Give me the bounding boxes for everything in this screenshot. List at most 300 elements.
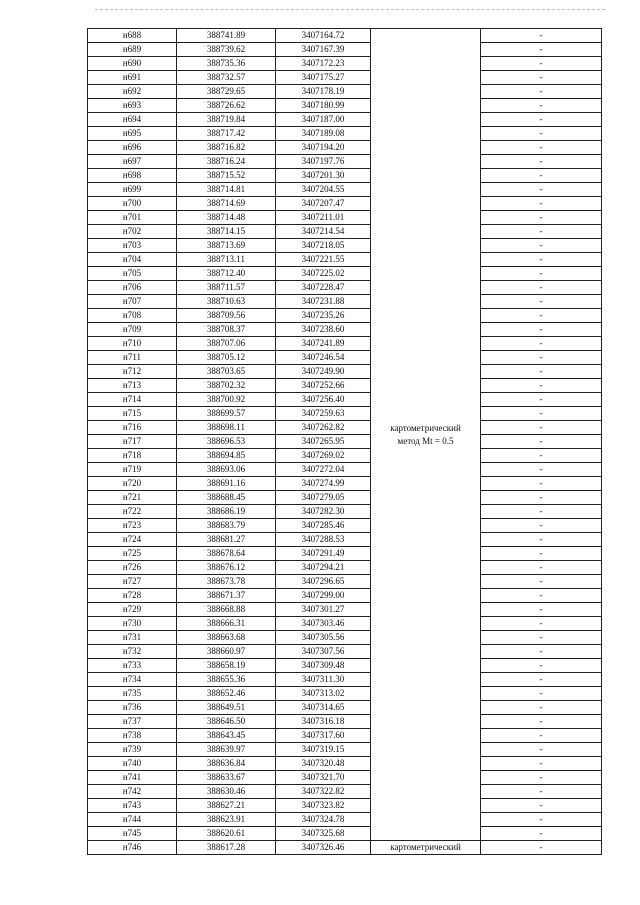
y-coordinate-cell: 3407317.60 <box>276 729 371 743</box>
table-row <box>88 631 602 645</box>
table-row <box>88 155 602 169</box>
y-coordinate-cell: 3407235.26 <box>276 309 371 323</box>
table-row <box>88 281 602 295</box>
y-coordinate-cell: 3407322.82 <box>276 785 371 799</box>
y-coordinate-cell: 3407323.82 <box>276 799 371 813</box>
y-coordinate-cell: 3407303.46 <box>276 617 371 631</box>
x-coordinate-cell: 388658.19 <box>177 659 276 673</box>
dash-cell: - <box>481 365 602 379</box>
dash-cell: - <box>481 253 602 267</box>
point-id-cell: н696 <box>88 141 177 155</box>
dash-cell: - <box>481 43 602 57</box>
x-coordinate-cell: 388688.45 <box>177 491 276 505</box>
point-id-cell: н704 <box>88 253 177 267</box>
x-coordinate-cell: 388716.24 <box>177 155 276 169</box>
method-merged-cell <box>371 29 481 841</box>
point-id-cell: н688 <box>88 29 177 43</box>
x-coordinate-cell: 388735.36 <box>177 57 276 71</box>
table-row <box>88 743 602 757</box>
y-coordinate-cell: 3407325.68 <box>276 827 371 841</box>
x-coordinate-cell: 388739.62 <box>177 43 276 57</box>
y-coordinate-cell: 3407309.48 <box>276 659 371 673</box>
dash-cell: - <box>481 421 602 435</box>
x-coordinate-cell: 388646.50 <box>177 715 276 729</box>
point-id-cell: н715 <box>88 407 177 421</box>
scan-top-edge <box>95 9 605 10</box>
x-coordinate-cell: 388707.06 <box>177 337 276 351</box>
table-row <box>88 463 602 477</box>
point-id-cell: н741 <box>88 771 177 785</box>
dash-cell: - <box>481 337 602 351</box>
point-id-cell: н730 <box>88 617 177 631</box>
y-coordinate-cell: 3407321.70 <box>276 771 371 785</box>
table-row <box>88 729 602 743</box>
y-coordinate-cell: 3407319.15 <box>276 743 371 757</box>
point-id-cell: н701 <box>88 211 177 225</box>
table-row <box>88 309 602 323</box>
point-id-cell: н745 <box>88 827 177 841</box>
x-coordinate-cell: 388655.36 <box>177 673 276 687</box>
point-id-cell: н699 <box>88 183 177 197</box>
table-row <box>88 715 602 729</box>
table-row <box>88 85 602 99</box>
dash-cell: - <box>481 71 602 85</box>
x-coordinate-cell: 388699.57 <box>177 407 276 421</box>
y-coordinate-cell: 3407299.00 <box>276 589 371 603</box>
point-id-cell: н737 <box>88 715 177 729</box>
dash-cell: - <box>481 141 602 155</box>
table-row <box>88 841 602 855</box>
point-id-cell: н698 <box>88 169 177 183</box>
method-last-cell: картометрический <box>371 841 481 855</box>
y-coordinate-cell: 3407285.46 <box>276 519 371 533</box>
y-coordinate-cell: 3407246.54 <box>276 351 371 365</box>
y-coordinate-cell: 3407189.08 <box>276 127 371 141</box>
x-coordinate-cell: 388660.97 <box>177 645 276 659</box>
table-row <box>88 435 602 449</box>
x-coordinate-cell: 388708.37 <box>177 323 276 337</box>
y-coordinate-cell: 3407178.19 <box>276 85 371 99</box>
table-row <box>88 29 602 43</box>
dash-cell: - <box>481 29 602 43</box>
x-coordinate-cell: 388729.65 <box>177 85 276 99</box>
point-id-cell: н712 <box>88 365 177 379</box>
dash-cell: - <box>481 239 602 253</box>
point-id-cell: н714 <box>88 393 177 407</box>
table-row <box>88 757 602 771</box>
point-id-cell: н731 <box>88 631 177 645</box>
point-id-cell: н729 <box>88 603 177 617</box>
table-row <box>88 197 602 211</box>
dash-cell: - <box>481 603 602 617</box>
y-coordinate-cell: 3407294.21 <box>276 561 371 575</box>
dash-cell: - <box>481 225 602 239</box>
dash-cell: - <box>481 729 602 743</box>
x-coordinate-cell: 388713.11 <box>177 253 276 267</box>
x-coordinate-cell: 388714.81 <box>177 183 276 197</box>
x-coordinate-cell: 388649.51 <box>177 701 276 715</box>
y-coordinate-cell: 3407320.48 <box>276 757 371 771</box>
x-coordinate-cell: 388710.63 <box>177 295 276 309</box>
coordinates-table-body <box>88 29 602 855</box>
table-row <box>88 169 602 183</box>
point-id-cell: н706 <box>88 281 177 295</box>
y-coordinate-cell: 3407272.04 <box>276 463 371 477</box>
dash-cell: - <box>481 519 602 533</box>
x-coordinate-cell: 388623.91 <box>177 813 276 827</box>
x-coordinate-cell: 388714.15 <box>177 225 276 239</box>
x-coordinate-cell: 388712.40 <box>177 267 276 281</box>
x-coordinate-cell: 388716.82 <box>177 141 276 155</box>
y-coordinate-cell: 3407301.27 <box>276 603 371 617</box>
dash-cell: - <box>481 281 602 295</box>
method-label: картометрический <box>390 422 461 433</box>
dash-cell: - <box>481 505 602 519</box>
x-coordinate-cell: 388668.88 <box>177 603 276 617</box>
point-id-cell: н720 <box>88 477 177 491</box>
dash-cell: - <box>481 659 602 673</box>
point-id-cell: н735 <box>88 687 177 701</box>
x-coordinate-cell: 388617.28 <box>177 841 276 855</box>
dash-cell: - <box>481 197 602 211</box>
y-coordinate-cell: 3407214.54 <box>276 225 371 239</box>
y-coordinate-cell: 3407241.89 <box>276 337 371 351</box>
point-id-cell: н692 <box>88 85 177 99</box>
point-id-cell: н718 <box>88 449 177 463</box>
point-id-cell: н709 <box>88 323 177 337</box>
y-coordinate-cell: 3407324.78 <box>276 813 371 827</box>
dash-cell: - <box>481 169 602 183</box>
x-coordinate-cell: 388630.46 <box>177 785 276 799</box>
dash-cell: - <box>481 589 602 603</box>
table-row <box>88 113 602 127</box>
x-coordinate-cell: 388636.84 <box>177 757 276 771</box>
point-id-cell: н744 <box>88 813 177 827</box>
dash-cell: - <box>481 113 602 127</box>
table-row <box>88 701 602 715</box>
point-id-cell: н722 <box>88 505 177 519</box>
dash-cell: - <box>481 211 602 225</box>
x-coordinate-cell: 388694.85 <box>177 449 276 463</box>
table-row <box>88 393 602 407</box>
y-coordinate-cell: 3407201.30 <box>276 169 371 183</box>
x-coordinate-cell: 388705.12 <box>177 351 276 365</box>
point-id-cell: н726 <box>88 561 177 575</box>
dash-cell: - <box>481 687 602 701</box>
table-row <box>88 365 602 379</box>
x-coordinate-cell: 388719.84 <box>177 113 276 127</box>
y-coordinate-cell: 3407313.02 <box>276 687 371 701</box>
table-row <box>88 323 602 337</box>
point-id-cell: н705 <box>88 267 177 281</box>
point-id-cell: н702 <box>88 225 177 239</box>
method-accuracy-label: метод Mt = 0.5 <box>397 435 454 446</box>
y-coordinate-cell: 3407252.66 <box>276 379 371 393</box>
dash-cell: - <box>481 771 602 785</box>
x-coordinate-cell: 388698.11 <box>177 421 276 435</box>
table-row <box>88 505 602 519</box>
dash-cell: - <box>481 99 602 113</box>
point-id-cell: н728 <box>88 589 177 603</box>
point-id-cell: н719 <box>88 463 177 477</box>
table-row <box>88 239 602 253</box>
table-row <box>88 603 602 617</box>
dash-cell: - <box>481 267 602 281</box>
table-row <box>88 337 602 351</box>
x-coordinate-cell: 388715.52 <box>177 169 276 183</box>
dash-cell: - <box>481 841 602 855</box>
table-row <box>88 253 602 267</box>
table-row <box>88 617 602 631</box>
x-coordinate-cell: 388713.69 <box>177 239 276 253</box>
table-row <box>88 449 602 463</box>
table-row <box>88 407 602 421</box>
x-coordinate-cell: 388652.46 <box>177 687 276 701</box>
point-id-cell: н721 <box>88 491 177 505</box>
point-id-cell: н710 <box>88 337 177 351</box>
dash-cell: - <box>481 127 602 141</box>
table-row <box>88 71 602 85</box>
point-id-cell: н707 <box>88 295 177 309</box>
table-row <box>88 141 602 155</box>
x-coordinate-cell: 388676.12 <box>177 561 276 575</box>
dash-cell: - <box>481 183 602 197</box>
x-coordinate-cell: 388702.32 <box>177 379 276 393</box>
dash-cell: - <box>481 449 602 463</box>
dash-cell: - <box>481 477 602 491</box>
point-id-cell: н727 <box>88 575 177 589</box>
table-row <box>88 659 602 673</box>
dash-cell: - <box>481 85 602 99</box>
x-coordinate-cell: 388620.61 <box>177 827 276 841</box>
dash-cell: - <box>481 561 602 575</box>
table-row <box>88 421 602 435</box>
y-coordinate-cell: 3407311.30 <box>276 673 371 687</box>
y-coordinate-cell: 3407265.95 <box>276 435 371 449</box>
dash-cell: - <box>481 393 602 407</box>
x-coordinate-cell: 388639.97 <box>177 743 276 757</box>
point-id-cell: н697 <box>88 155 177 169</box>
dash-cell: - <box>481 295 602 309</box>
dash-cell: - <box>481 743 602 757</box>
table-row <box>88 491 602 505</box>
y-coordinate-cell: 3407167.39 <box>276 43 371 57</box>
dash-cell: - <box>481 715 602 729</box>
dash-cell: - <box>481 813 602 827</box>
table-row <box>88 43 602 57</box>
point-id-cell: н736 <box>88 701 177 715</box>
x-coordinate-cell: 388714.48 <box>177 211 276 225</box>
table-row <box>88 267 602 281</box>
point-id-cell: н693 <box>88 99 177 113</box>
x-coordinate-cell: 388696.53 <box>177 435 276 449</box>
x-coordinate-cell: 388663.68 <box>177 631 276 645</box>
dash-cell: - <box>481 645 602 659</box>
x-coordinate-cell: 388666.31 <box>177 617 276 631</box>
y-coordinate-cell: 3407307.56 <box>276 645 371 659</box>
y-coordinate-cell: 3407296.65 <box>276 575 371 589</box>
dash-cell: - <box>481 701 602 715</box>
y-coordinate-cell: 3407207.47 <box>276 197 371 211</box>
y-coordinate-cell: 3407274.99 <box>276 477 371 491</box>
table-row <box>88 211 602 225</box>
point-id-cell: н739 <box>88 743 177 757</box>
y-coordinate-cell: 3407259.63 <box>276 407 371 421</box>
point-id-cell: н717 <box>88 435 177 449</box>
y-coordinate-cell: 3407187.00 <box>276 113 371 127</box>
dash-cell: - <box>481 407 602 421</box>
table-row <box>88 561 602 575</box>
table-row <box>88 589 602 603</box>
table-row <box>88 687 602 701</box>
y-coordinate-cell: 3407314.65 <box>276 701 371 715</box>
dash-cell: - <box>481 799 602 813</box>
point-id-cell: н746 <box>88 841 177 855</box>
dash-cell: - <box>481 435 602 449</box>
dash-cell: - <box>481 533 602 547</box>
y-coordinate-cell: 3407164.72 <box>276 29 371 43</box>
x-coordinate-cell: 388700.92 <box>177 393 276 407</box>
point-id-cell: н732 <box>88 645 177 659</box>
dash-cell: - <box>481 351 602 365</box>
y-coordinate-cell: 3407269.02 <box>276 449 371 463</box>
dash-cell: - <box>481 491 602 505</box>
point-id-cell: н725 <box>88 547 177 561</box>
table-row <box>88 533 602 547</box>
x-coordinate-cell: 388643.45 <box>177 729 276 743</box>
y-coordinate-cell: 3407221.55 <box>276 253 371 267</box>
dash-cell: - <box>481 379 602 393</box>
x-coordinate-cell: 388686.19 <box>177 505 276 519</box>
dash-cell: - <box>481 757 602 771</box>
x-coordinate-cell: 388627.21 <box>177 799 276 813</box>
table-row <box>88 57 602 71</box>
table-row <box>88 827 602 841</box>
point-id-cell: н733 <box>88 659 177 673</box>
point-id-cell: н724 <box>88 533 177 547</box>
dash-cell: - <box>481 617 602 631</box>
x-coordinate-cell: 388726.62 <box>177 99 276 113</box>
table-row <box>88 127 602 141</box>
x-coordinate-cell: 388703.65 <box>177 365 276 379</box>
table-row <box>88 379 602 393</box>
y-coordinate-cell: 3407291.49 <box>276 547 371 561</box>
table-row <box>88 645 602 659</box>
x-coordinate-cell: 388683.79 <box>177 519 276 533</box>
y-coordinate-cell: 3407256.40 <box>276 393 371 407</box>
y-coordinate-cell: 3407225.02 <box>276 267 371 281</box>
y-coordinate-cell: 3407172.23 <box>276 57 371 71</box>
point-id-cell: н740 <box>88 757 177 771</box>
point-id-cell: н743 <box>88 799 177 813</box>
y-coordinate-cell: 3407288.53 <box>276 533 371 547</box>
dash-cell: - <box>481 155 602 169</box>
table-row <box>88 351 602 365</box>
y-coordinate-cell: 3407194.20 <box>276 141 371 155</box>
x-coordinate-cell: 388671.37 <box>177 589 276 603</box>
y-coordinate-cell: 3407282.30 <box>276 505 371 519</box>
x-coordinate-cell: 388678.64 <box>177 547 276 561</box>
y-coordinate-cell: 3407218.05 <box>276 239 371 253</box>
point-id-cell: н700 <box>88 197 177 211</box>
x-coordinate-cell: 388741.89 <box>177 29 276 43</box>
dash-cell: - <box>481 827 602 841</box>
table-row <box>88 785 602 799</box>
dash-cell: - <box>481 323 602 337</box>
dash-cell: - <box>481 309 602 323</box>
table-row <box>88 99 602 113</box>
point-id-cell: н711 <box>88 351 177 365</box>
y-coordinate-cell: 3407305.56 <box>276 631 371 645</box>
coordinates-table <box>87 28 602 855</box>
table-row <box>88 813 602 827</box>
dash-cell: - <box>481 785 602 799</box>
x-coordinate-cell: 388693.06 <box>177 463 276 477</box>
point-id-cell: н742 <box>88 785 177 799</box>
table-row <box>88 547 602 561</box>
x-coordinate-cell: 388732.57 <box>177 71 276 85</box>
y-coordinate-cell: 3407180.99 <box>276 99 371 113</box>
table-row <box>88 575 602 589</box>
table-row <box>88 183 602 197</box>
x-coordinate-cell: 388633.67 <box>177 771 276 785</box>
table-row <box>88 519 602 533</box>
x-coordinate-cell: 388709.56 <box>177 309 276 323</box>
y-coordinate-cell: 3407249.90 <box>276 365 371 379</box>
y-coordinate-cell: 3407238.60 <box>276 323 371 337</box>
y-coordinate-cell: 3407211.01 <box>276 211 371 225</box>
table-row <box>88 799 602 813</box>
y-coordinate-cell: 3407197.76 <box>276 155 371 169</box>
x-coordinate-cell: 388681.27 <box>177 533 276 547</box>
dash-cell: - <box>481 673 602 687</box>
y-coordinate-cell: 3407228.47 <box>276 281 371 295</box>
point-id-cell: н695 <box>88 127 177 141</box>
x-coordinate-cell: 388714.69 <box>177 197 276 211</box>
point-id-cell: н738 <box>88 729 177 743</box>
dash-cell: - <box>481 57 602 71</box>
dash-cell: - <box>481 631 602 645</box>
y-coordinate-cell: 3407175.27 <box>276 71 371 85</box>
y-coordinate-cell: 3407316.18 <box>276 715 371 729</box>
dash-cell: - <box>481 547 602 561</box>
point-id-cell: н689 <box>88 43 177 57</box>
y-coordinate-cell: 3407204.55 <box>276 183 371 197</box>
y-coordinate-cell: 3407262.82 <box>276 421 371 435</box>
table-row <box>88 673 602 687</box>
point-id-cell: н690 <box>88 57 177 71</box>
x-coordinate-cell: 388717.42 <box>177 127 276 141</box>
point-id-cell: н703 <box>88 239 177 253</box>
x-coordinate-cell: 388691.16 <box>177 477 276 491</box>
point-id-cell: н734 <box>88 673 177 687</box>
y-coordinate-cell: 3407231.88 <box>276 295 371 309</box>
table-row <box>88 225 602 239</box>
table-row <box>88 477 602 491</box>
point-id-cell: н691 <box>88 71 177 85</box>
table-row <box>88 295 602 309</box>
x-coordinate-cell: 388673.78 <box>177 575 276 589</box>
y-coordinate-cell: 3407326.46 <box>276 841 371 855</box>
point-id-cell: н708 <box>88 309 177 323</box>
dash-cell: - <box>481 463 602 477</box>
point-id-cell: н716 <box>88 421 177 435</box>
point-id-cell: н694 <box>88 113 177 127</box>
x-coordinate-cell: 388711.57 <box>177 281 276 295</box>
point-id-cell: н713 <box>88 379 177 393</box>
point-id-cell: н723 <box>88 519 177 533</box>
dash-cell: - <box>481 575 602 589</box>
